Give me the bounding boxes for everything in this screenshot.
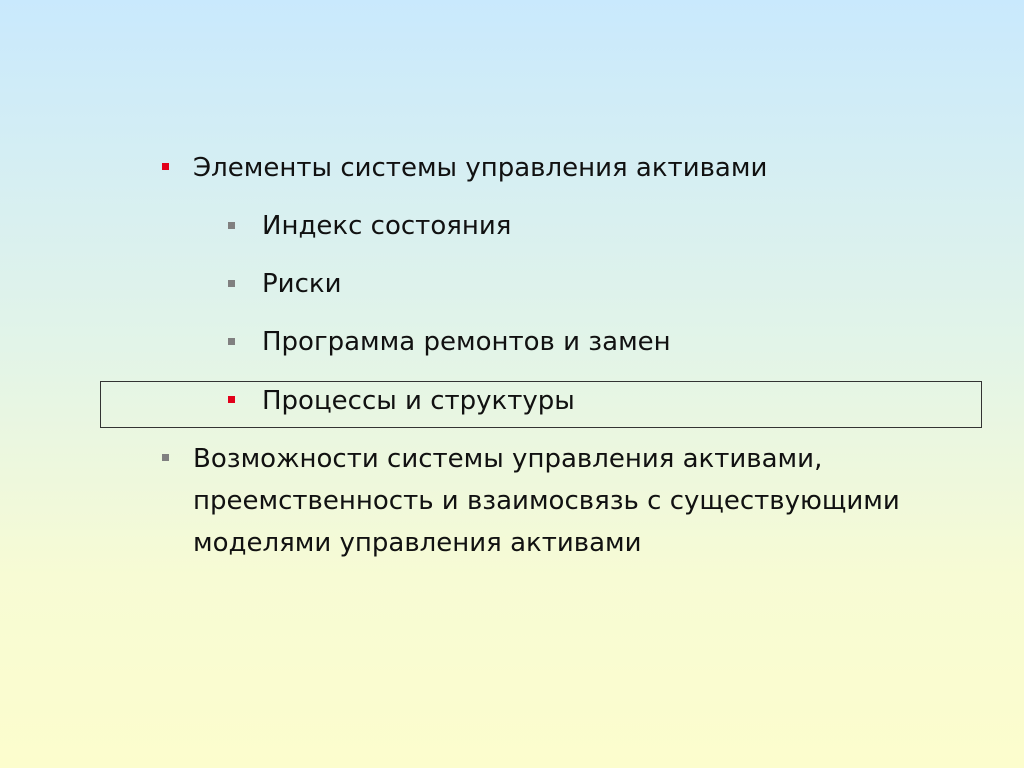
bullet-marker (162, 163, 169, 170)
bullet-marker (162, 454, 169, 461)
bullet-capabilities-line-2: преемственность и взаимосвязь с существующими (193, 486, 900, 516)
bullet-elements-of-system: Элементы системы управления активами (193, 153, 768, 183)
sub-bullet-risks: Риски (262, 269, 342, 299)
sub-bullet-marker (228, 222, 235, 229)
bullet-capabilities-line-3: моделями управления активами (193, 528, 642, 558)
sub-bullet-marker (228, 280, 235, 287)
sub-bullet-condition-index: Индекс состояния (262, 211, 512, 241)
sub-bullet-marker (228, 396, 235, 403)
sub-bullet-processes-structures: Процессы и структуры (262, 386, 575, 416)
sub-bullet-repair-program: Программа ремонтов и замен (262, 327, 671, 357)
sub-bullet-marker (228, 338, 235, 345)
bullet-capabilities-line-1: Возможности системы управления активами, (193, 444, 823, 474)
